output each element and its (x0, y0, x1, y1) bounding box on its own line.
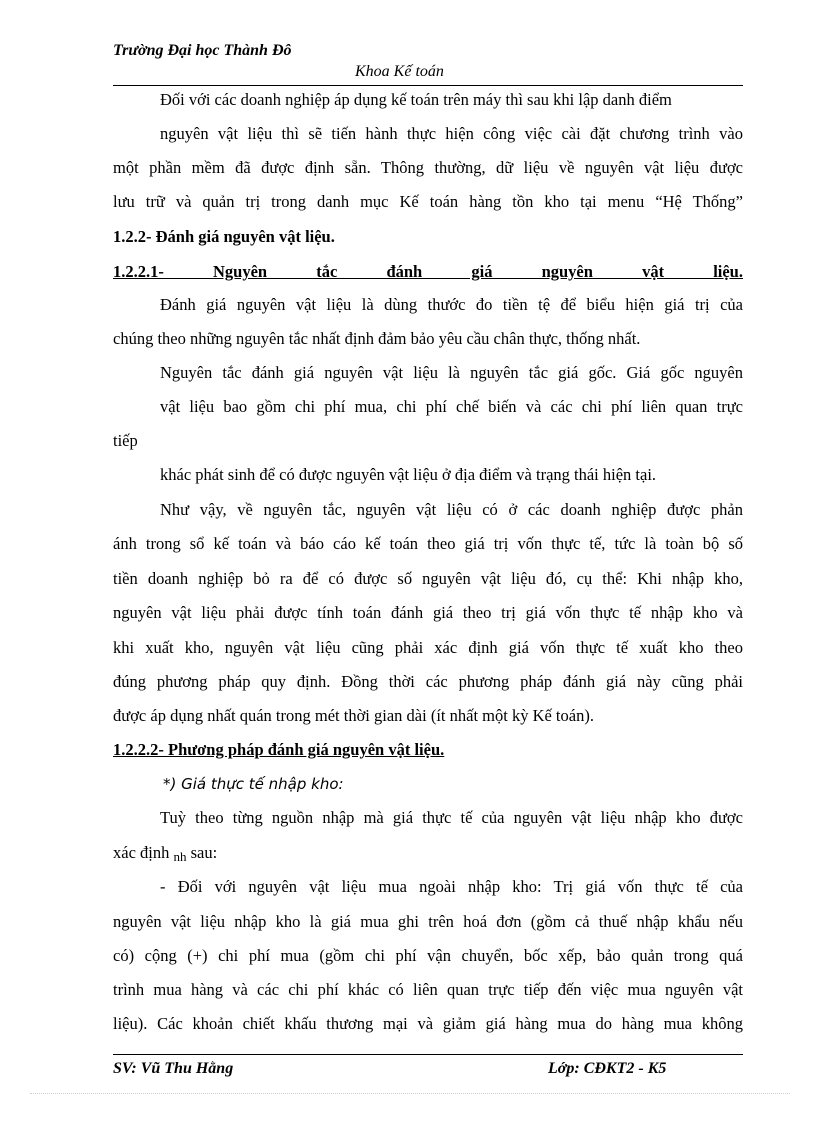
line-fragment: sau: (190, 843, 218, 862)
para-line: có) cộng (+) chi phí mua (gồm chi phí vận chuyển, bốc xếp, bảo quản trong quá (113, 946, 743, 965)
para-line: nguyên vật liệu nhập kho là giá mua ghi trên hoá đơn (gồm cả thuế nhập khẩu nếu (113, 912, 743, 931)
para-line: một phần mềm đã được định sẵn. Thông thường, dữ liệu về nguyên vật liệu được (113, 158, 743, 177)
line-fragment: xác định (113, 843, 170, 862)
para-line: lưu trữ và quản trị trong danh mục Kế toán hàng tồn kho tại menu “Hệ Thống” (113, 192, 743, 211)
line-fragment-small: nh (173, 849, 187, 864)
para-line: trình mua hàng và các chi phí khác có liên quan trực tiếp đến việc mua nguyên vật (113, 980, 743, 999)
para-line: nguyên vật liệu thì sẽ tiến hành thực hiện công việc cài đặt chương trình vào (160, 124, 743, 143)
para-line: Như vậy, về nguyên tắc, nguyên vật liệu có ở các doanh nghiệp được phản (160, 500, 743, 519)
section-heading: 1.2.2- Đánh giá nguyên vật liệu. (113, 227, 335, 246)
para-line: khi xuất kho, nguyên vật liệu cũng phải xác định giá vốn thực tế xuất kho theo (113, 638, 743, 657)
footer-rule (113, 1054, 743, 1055)
para-line: tiền doanh nghiệp bỏ ra để có được số nguyên vật liệu đó, cụ thể: Khi nhập kho, (113, 569, 743, 588)
header-school: Trường Đại học Thành Đô (113, 42, 292, 59)
page-bottom-dotted-line (30, 1093, 790, 1094)
subsection-heading: 1.2.2.1- Nguyên tắc đánh giá nguyên vật liệu. (113, 262, 743, 281)
para-line: - Đối với nguyên vật liệu mua ngoài nhập kho: Trị giá vốn thực tế của (160, 877, 743, 896)
para-line: chúng theo những nguyên tắc nhất định đảm bảo yêu cầu chân thực, thống nhất. (113, 329, 641, 348)
header-rule (113, 85, 743, 86)
para-line: được áp dụng nhất quán trong mét thời gian dài (ít nhất một kỳ Kế toán). (113, 706, 594, 725)
heading-text: 1.2.2.2- Phương pháp đánh giá nguyên vật liệu. (113, 740, 445, 759)
para-line: nguyên vật liệu phải được tính toán đánh giá theo trị giá vốn thực tế nhập kho và (113, 603, 743, 622)
italic-subheading: *) Giá thực tế nhập kho: (163, 775, 344, 793)
para-line: liệu). Các khoản chiết khấu thương mại và giảm giá hàng mua do hàng mua không (113, 1014, 743, 1033)
para-line: vật liệu bao gồm chi phí mua, chi phí chế biến và các chi phí liên quan trực (160, 397, 743, 416)
para-line: ánh trong sổ kế toán và báo cáo kế toán theo giá trị vốn thực tế, tức là toàn bộ số (113, 534, 743, 553)
para-line: đúng phương pháp quy định. Đồng thời các phương pháp đánh giá này cũng phải (113, 672, 743, 691)
para-line: Tuỳ theo từng nguồn nhập mà giá thực tế của nguyên vật liệu nhập kho được (160, 808, 743, 827)
header-department: Khoa Kế toán (355, 63, 444, 80)
para-line: Đối với các doanh nghiệp áp dụng kế toán trên máy thì sau khi lập danh điểm (160, 90, 672, 109)
subsection-heading (113, 738, 743, 762)
para-line: khác phát sinh để có được nguyên vật liệu ở địa điểm và trạng thái hiện tại. (160, 465, 657, 484)
footer-student: SV: Vũ Thu Hằng (113, 1060, 234, 1077)
para-line-split (113, 841, 743, 865)
footer-class: Lớp: CĐKT2 - K5 (548, 1060, 667, 1077)
para-line: tiếp (113, 431, 138, 450)
para-line: Đánh giá nguyên vật liệu là dùng thước đo tiền tệ để biểu hiện giá trị của (160, 295, 743, 314)
para-line: Nguyên tắc đánh giá nguyên vật liệu là nguyên tắc giá gốc. Giá gốc nguyên (160, 363, 743, 382)
